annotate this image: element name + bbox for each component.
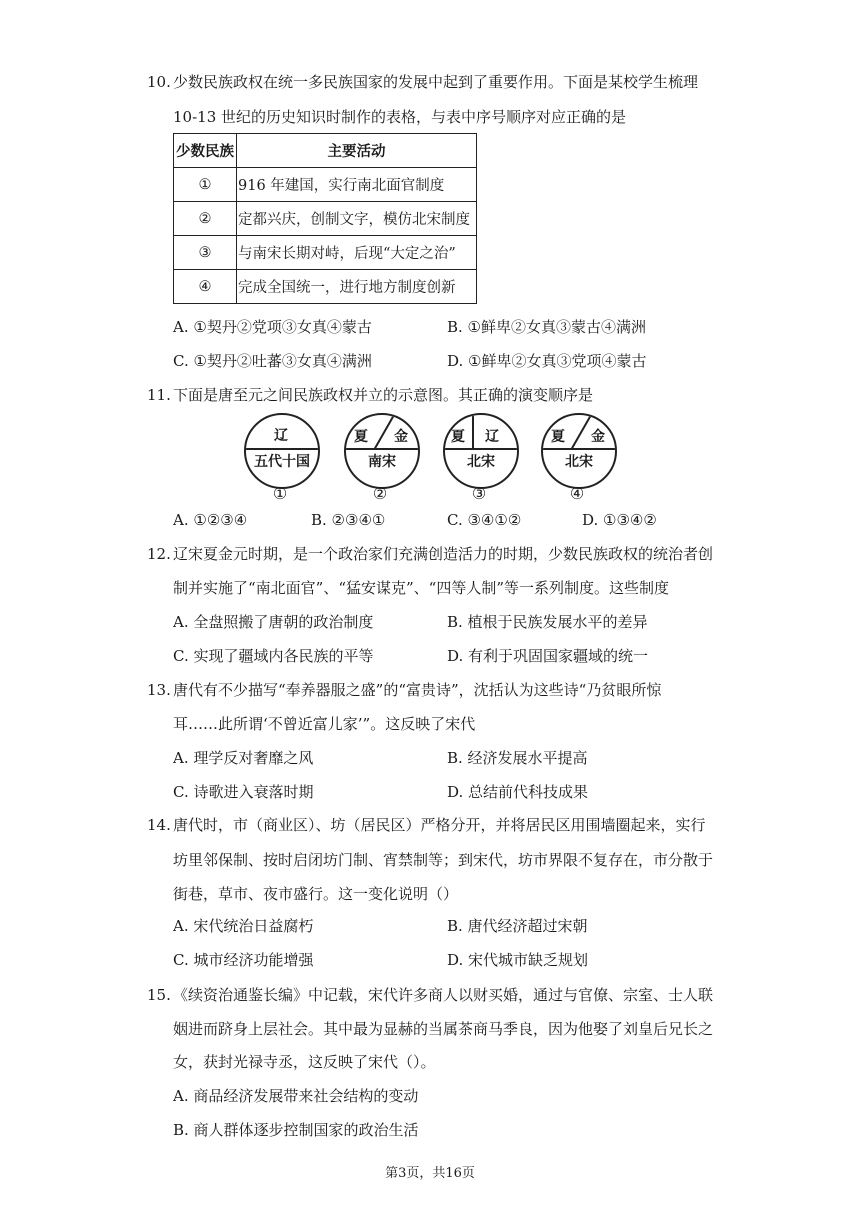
table-cell-activity: 完成全国统一，进行地方制度创新 <box>237 270 477 304</box>
circle-bottom-label: 南宋 <box>368 454 396 470</box>
circle-bottom-label: 北宋 <box>565 454 593 470</box>
table-row <box>174 168 477 202</box>
table-row <box>174 236 477 270</box>
q15-option-a[interactable]: A. 商品经济发展带来社会结构的变动 <box>173 1087 419 1105</box>
q11-number: 11. <box>147 386 171 404</box>
diagram-circle-2 <box>344 413 420 489</box>
table-cell-index: ① <box>174 168 237 202</box>
q10-number: 10. <box>147 73 171 91</box>
table-cell-index: ④ <box>174 270 237 304</box>
circle-top-right-label: 金 <box>591 429 605 445</box>
q10-table <box>173 133 477 304</box>
q11-option-d[interactable]: D. ①③④② <box>582 511 657 529</box>
table-cell-activity: 与南宋长期对峙，后现“大定之治” <box>237 236 477 270</box>
q13-option-d[interactable]: D. 总结前代科技成果 <box>447 783 589 801</box>
circle-number-2: ② <box>372 484 388 503</box>
q13-stem-line2: 耳……此所谓‘不曾近富儿家’”。这反映了宋代 <box>173 715 476 733</box>
q12-option-d[interactable]: D. 有利于巩固国家疆域的统一 <box>447 647 649 665</box>
q10-stem-line2: 10-13 世纪的历史知识时制作的表格，与表中序号顺序对应正确的是 <box>173 108 627 126</box>
q13-stem-line1: 唐代有不少描写“奉养器服之盛”的“富贵诗”，沈括认为这些诗“乃贫眼所惊 <box>173 681 662 699</box>
q15-stem-line2: 姻进而跻身上层社会。其中最为显赫的当属茶商马季良，因为他娶了刘皇后兄长之 <box>173 1020 714 1038</box>
q13-option-b[interactable]: B. 经济发展水平提高 <box>447 749 588 767</box>
q11-option-b[interactable]: B. ②③④① <box>311 511 386 529</box>
diagram-circle-4 <box>541 413 617 489</box>
q14-option-c[interactable]: C. 城市经济功能增强 <box>173 951 314 969</box>
table-cell-index: ② <box>174 202 237 236</box>
q11-option-c[interactable]: C. ③④①② <box>447 511 522 529</box>
q13-option-a[interactable]: A. 理学反对奢靡之风 <box>173 749 314 767</box>
q11-option-a[interactable]: A. ①②③④ <box>173 511 248 529</box>
q12-stem-line1: 辽宋夏金元时期，是一个政治家们充满创造活力的时期，少数民族政权的统治者创 <box>173 545 714 563</box>
q14-stem-line1: 唐代时，市（商业区）、坊（居民区）严格分开，并将居民区用围墙圈起来，实行 <box>173 816 706 834</box>
table-header-row <box>174 134 477 168</box>
diagram-circle-1 <box>244 413 320 489</box>
q12-option-c[interactable]: C. 实现了疆域内各民族的平等 <box>173 647 374 665</box>
table-row <box>174 270 477 304</box>
table-cell-index: ③ <box>174 236 237 270</box>
q12-option-a[interactable]: A. 全盘照搬了唐朝的政治制度 <box>173 613 374 631</box>
q10-option-c[interactable]: C. ①契丹②吐蕃③女真④满洲 <box>173 352 372 370</box>
circle-top-label: 辽 <box>274 428 288 444</box>
q13-option-c[interactable]: C. 诗歌进入衰落时期 <box>173 783 314 801</box>
circle-divider <box>246 448 318 450</box>
q12-stem-line2: 制并实施了“南北面官”、“猛安谋克”、“四等人制”等一系列制度。这些制度 <box>173 579 670 597</box>
q15-option-b[interactable]: B. 商人群体逐步控制国家的政治生活 <box>173 1121 419 1139</box>
circle-number-4: ④ <box>569 484 585 503</box>
q12-option-b[interactable]: B. 植根于民族发展水平的差异 <box>447 613 648 631</box>
q14-stem-line2: 坊里邻保制、按时启闭坊门制、宵禁制等；到宋代，坊市界限不复存在，市分散于 <box>173 851 714 869</box>
table-header-activity: 主要活动 <box>237 134 477 168</box>
table-row <box>174 202 477 236</box>
q10-stem-line1: 少数民族政权在统一多民族国家的发展中起到了重要作用。下面是某校学生梳理 <box>173 73 699 91</box>
q14-number: 14. <box>147 816 171 834</box>
circle-bottom-label: 北宋 <box>467 454 495 470</box>
q15-stem-line3: 女，获封光禄寺丞，这反映了宋代（）。 <box>173 1053 436 1071</box>
q14-option-d[interactable]: D. 宋代城市缺乏规划 <box>447 951 589 969</box>
q14-stem-line3: 街巷，草市、夜市盛行。这一变化说明（） <box>173 885 459 903</box>
circle-top-right-label: 辽 <box>485 429 499 445</box>
diagram-circle-3 <box>443 413 519 489</box>
circle-top-left-label: 夏 <box>551 429 565 445</box>
q15-stem-line1: 《续资治通鉴长编》中记载，宋代许多商人以财买婚，通过与官僚、宗室、士人联 <box>173 986 714 1004</box>
circle-top-right-label: 金 <box>394 429 408 445</box>
q11-stem-line1: 下面是唐至元之间民族政权并立的示意图。其正确的演变顺序是 <box>173 386 594 404</box>
page-footer: 第3页，共16页 <box>385 1166 475 1181</box>
q13-number: 13. <box>147 681 171 699</box>
circle-top-left-label: 夏 <box>354 429 368 445</box>
q12-number: 12. <box>147 545 171 563</box>
q10-option-d[interactable]: D. ①鲜卑②女真③党项④蒙古 <box>447 352 647 370</box>
table-cell-activity: 916 年建国，实行南北面官制度 <box>237 168 477 202</box>
circle-top-left-label: 夏 <box>451 429 465 445</box>
q10-option-a[interactable]: A. ①契丹②党项③女真④蒙古 <box>173 318 372 336</box>
q14-option-a[interactable]: A. 宋代统治日益腐朽 <box>173 917 314 935</box>
q14-option-b[interactable]: B. 唐代经济超过宋朝 <box>447 917 588 935</box>
table-cell-activity: 定都兴庆，创制文字，模仿北宋制度 <box>237 202 477 236</box>
circle-number-1: ① <box>272 484 288 503</box>
q10-option-b[interactable]: B. ①鲜卑②女真③蒙古④满洲 <box>447 318 647 336</box>
circle-bottom-label: 五代十国 <box>254 454 310 470</box>
table-header-ethnic: 少数民族 <box>174 134 237 168</box>
circle-number-3: ③ <box>471 484 487 503</box>
q15-number: 15. <box>147 986 171 1004</box>
